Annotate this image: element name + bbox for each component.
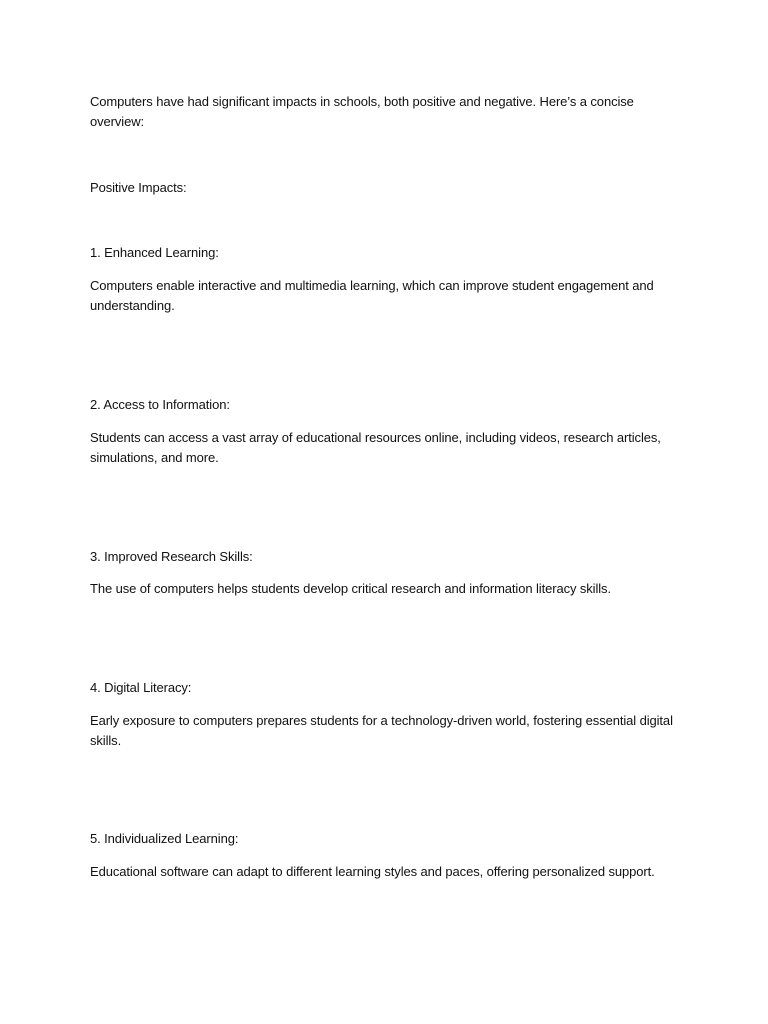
item-heading-improved-research-skills: 3. Improved Research Skills: <box>90 549 253 564</box>
intro-paragraph: Computers have had significant impacts in schools, both positive and negative. Here’s a concise overview: <box>90 94 634 129</box>
item-heading-individualized-learning: 5. Individualized Learning: <box>90 831 239 846</box>
item-heading-access-to-information: 2. Access to Information: <box>90 397 230 412</box>
item-body-individualized-learning: Educational software can adapt to different learning styles and paces, offering personalized support. <box>90 864 655 879</box>
item-body-access-to-information: Students can access a vast array of educational resources online, including videos, research articles, simulations, and more. <box>90 430 661 465</box>
item-body-digital-literacy: Early exposure to computers prepares students for a technology-driven world, fostering essential digital skills. <box>90 713 673 748</box>
item-heading-enhanced-learning: 1. Enhanced Learning: <box>90 245 219 260</box>
item-body-improved-research-skills: The use of computers helps students develop critical research and information literacy skills. <box>90 581 611 596</box>
positive-impacts-heading: Positive Impacts: <box>90 180 187 195</box>
item-heading-digital-literacy: 4. Digital Literacy: <box>90 680 192 695</box>
item-body-enhanced-learning: Computers enable interactive and multimedia learning, which can improve student engagement and understanding. <box>90 278 654 313</box>
